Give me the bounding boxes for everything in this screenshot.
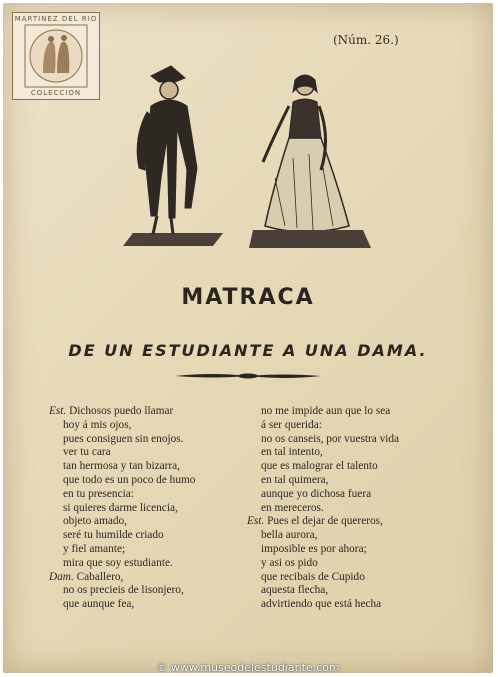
lady-figure-icon bbox=[249, 75, 371, 248]
page-sheet bbox=[3, 3, 493, 673]
collection-stamp bbox=[12, 12, 100, 100]
verse-text: pues consiguen sin enojos. bbox=[63, 432, 184, 445]
student-figure-icon bbox=[123, 66, 223, 246]
poem-column-right bbox=[247, 405, 447, 612]
verse-text: seré tu humilde criado bbox=[63, 529, 164, 542]
verse-text: imposible es por ahora; bbox=[261, 542, 367, 555]
verse-text: en tu presencia: bbox=[63, 487, 134, 500]
speaker-label: Est. bbox=[247, 515, 265, 528]
verse-text: Caballero, bbox=[76, 570, 124, 583]
poem-column-left bbox=[49, 405, 249, 612]
stamp-top-text: MARTINEZ DEL RIO bbox=[14, 15, 98, 23]
poem-line bbox=[247, 571, 447, 585]
verse-text: no me impide aun que lo sea bbox=[261, 405, 391, 417]
verse-text: tan hermosa y tan bizarra, bbox=[63, 460, 180, 473]
poem-line bbox=[247, 433, 447, 447]
verse-text: en tal quimera, bbox=[261, 473, 329, 486]
poem-line bbox=[247, 543, 447, 557]
document-title: MATRACA bbox=[181, 285, 315, 310]
poem-line bbox=[247, 502, 447, 516]
verse-text: bella aurora, bbox=[261, 529, 318, 542]
poem-line bbox=[49, 502, 249, 516]
poem-line bbox=[49, 571, 249, 585]
poem-line bbox=[49, 460, 249, 474]
verse-text: ver tu cara bbox=[63, 446, 111, 459]
poem-line bbox=[247, 488, 447, 502]
poem-line bbox=[247, 557, 447, 571]
verse-text: y asi os pido bbox=[261, 556, 318, 569]
poem-line bbox=[247, 515, 447, 529]
issue-number: (Núm. 26.) bbox=[333, 33, 399, 47]
speaker-label: Dam. bbox=[49, 570, 74, 583]
poem-line bbox=[247, 460, 447, 474]
verse-text: aquesta flecha, bbox=[261, 584, 329, 597]
speaker-label: Est. bbox=[49, 405, 67, 417]
verse-text: en tal intento, bbox=[261, 446, 323, 459]
verse-text: advirtiendo que está hecha bbox=[261, 598, 382, 611]
poem-line bbox=[49, 584, 249, 598]
poem-line bbox=[49, 474, 249, 488]
poem-line bbox=[49, 598, 249, 612]
verse-text: á ser querida: bbox=[261, 418, 322, 431]
poem-line bbox=[247, 529, 447, 543]
stamp-bottom-text: COLECCION bbox=[30, 89, 82, 97]
poem-line bbox=[247, 584, 447, 598]
poem-line bbox=[49, 529, 249, 543]
stamp-seal-icon bbox=[13, 13, 99, 99]
poem-line bbox=[49, 543, 249, 557]
poem-line bbox=[49, 446, 249, 460]
poem-line bbox=[49, 515, 249, 529]
woodcut-illustration bbox=[113, 58, 373, 268]
verse-text: aunque yo dichosa fuera bbox=[261, 487, 372, 500]
verse-text: que aunque fea, bbox=[63, 598, 135, 611]
poem-line bbox=[247, 419, 447, 433]
verse-text: mira que soy estudiante. bbox=[63, 556, 173, 569]
verse-text: si quieres darme licencia, bbox=[63, 501, 178, 514]
poem-line bbox=[247, 474, 447, 488]
poem-line bbox=[247, 446, 447, 460]
verse-text: que recibais de Cupido bbox=[261, 570, 365, 583]
poem-line bbox=[49, 419, 249, 433]
verse-text: no os precieis de lisonjero, bbox=[63, 584, 184, 597]
document-subtitle: DE UN ESTUDIANTE A UNA DAMA. bbox=[68, 341, 428, 360]
poem-line bbox=[49, 433, 249, 447]
verse-text: que es malograr el talento bbox=[261, 460, 378, 473]
verse-text: Dichosos puedo llamar bbox=[69, 405, 174, 417]
verse-text: en mereceros. bbox=[261, 501, 324, 514]
poem-line bbox=[247, 405, 447, 419]
copyright-footer: © www.museodelestudiante.com bbox=[156, 661, 340, 673]
verse-text: y fiel amante; bbox=[63, 542, 126, 555]
poem-line bbox=[247, 598, 447, 612]
poem-line bbox=[49, 557, 249, 571]
verse-text: hoy á mis ojos, bbox=[63, 418, 132, 431]
poem-line bbox=[49, 488, 249, 502]
verse-text: no os canseis, por vuestra vida bbox=[261, 432, 400, 445]
verse-text: que todo es un poco de humo bbox=[63, 473, 196, 486]
divider-ornament-icon bbox=[173, 371, 323, 381]
verse-text: objeto amado, bbox=[63, 515, 127, 528]
verse-text: Pues el dejar de quereros, bbox=[267, 515, 383, 528]
poem-line bbox=[49, 405, 249, 419]
